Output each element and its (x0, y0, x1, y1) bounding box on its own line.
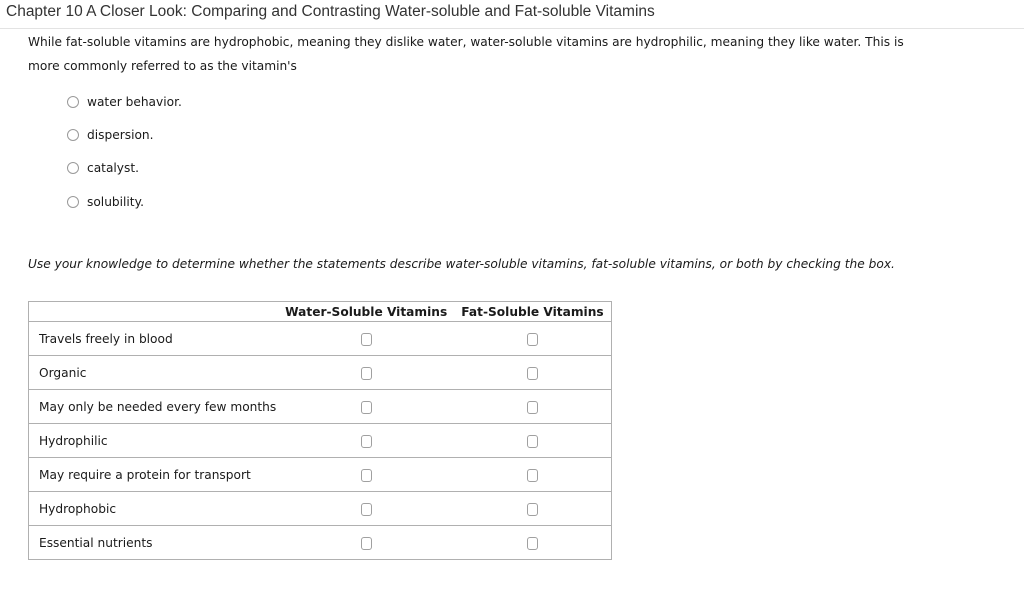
water-soluble-cell (278, 356, 454, 390)
column-header-water-soluble: Water-Soluble Vitamins (278, 302, 454, 322)
statement-label: May only be needed every few months (29, 390, 279, 424)
water-soluble-cell (278, 390, 454, 424)
statement-label: Essential nutrients (29, 526, 279, 560)
fat-soluble-cell (454, 526, 612, 560)
page-header (0, 0, 1024, 29)
fat-soluble-checkbox[interactable] (527, 333, 538, 346)
table-row (29, 458, 612, 492)
statement-label: May require a protein for transport (29, 458, 279, 492)
fat-soluble-cell (454, 492, 612, 526)
fat-soluble-cell (454, 356, 612, 390)
option-catalyst[interactable] (66, 158, 139, 178)
water-soluble-checkbox[interactable] (361, 333, 372, 346)
statement-label: Organic (29, 356, 279, 390)
column-header-fat-soluble: Fat-Soluble Vitamins (454, 302, 612, 322)
radio-button[interactable] (67, 162, 79, 174)
water-soluble-checkbox[interactable] (361, 537, 372, 550)
question-text: While fat-soluble vitamins are hydrophobic, meaning they dislike water, water-soluble vitamins are hydrophilic, meaning they like water. This is more commonly referred to as the vitamin's (28, 35, 904, 73)
option-label: dispersion. (87, 128, 154, 142)
fat-soluble-checkbox[interactable] (527, 367, 538, 380)
option-label: water behavior. (87, 95, 182, 109)
fat-soluble-cell (454, 390, 612, 424)
table-row (29, 526, 612, 560)
option-water-behavior[interactable] (66, 92, 182, 112)
water-soluble-cell (278, 322, 454, 356)
instructions-text: Use your knowledge to determine whether the statements describe water-soluble vitamins, fat-soluble vitamins, or both by checking the box. (28, 257, 895, 271)
classification-table (28, 301, 612, 560)
water-soluble-checkbox[interactable] (361, 435, 372, 448)
radio-button[interactable] (67, 96, 79, 108)
table-header-row (29, 302, 612, 322)
fat-soluble-cell (454, 424, 612, 458)
water-soluble-cell (278, 492, 454, 526)
fat-soluble-checkbox[interactable] (527, 469, 538, 482)
table-row (29, 356, 612, 390)
table-row (29, 492, 612, 526)
water-soluble-cell (278, 458, 454, 492)
water-soluble-cell (278, 526, 454, 560)
fat-soluble-cell (454, 458, 612, 492)
water-soluble-checkbox[interactable] (361, 401, 372, 414)
radio-button[interactable] (67, 129, 79, 141)
fat-soluble-checkbox[interactable] (527, 537, 538, 550)
option-label: catalyst. (87, 161, 140, 175)
table-row (29, 390, 612, 424)
table-row (29, 424, 612, 458)
fat-soluble-cell (454, 322, 612, 356)
water-soluble-checkbox[interactable] (361, 469, 372, 482)
table-row (29, 322, 612, 356)
water-soluble-checkbox[interactable] (361, 503, 372, 516)
water-soluble-cell (278, 424, 454, 458)
statement-label: Hydrophilic (29, 424, 279, 458)
option-label: solubility. (87, 195, 144, 209)
statement-label: Travels freely in blood (29, 322, 279, 356)
page-title: Chapter 10 A Closer Look: Comparing and Contrasting Water-soluble and Fat-soluble Vitamins (6, 3, 655, 20)
option-solubility[interactable] (66, 192, 144, 212)
header-blank (29, 302, 279, 322)
fat-soluble-checkbox[interactable] (527, 503, 538, 516)
option-dispersion[interactable] (66, 125, 154, 145)
water-soluble-checkbox[interactable] (361, 367, 372, 380)
fat-soluble-checkbox[interactable] (527, 401, 538, 414)
radio-button[interactable] (67, 196, 79, 208)
fat-soluble-checkbox[interactable] (527, 435, 538, 448)
statement-label: Hydrophobic (29, 492, 279, 526)
